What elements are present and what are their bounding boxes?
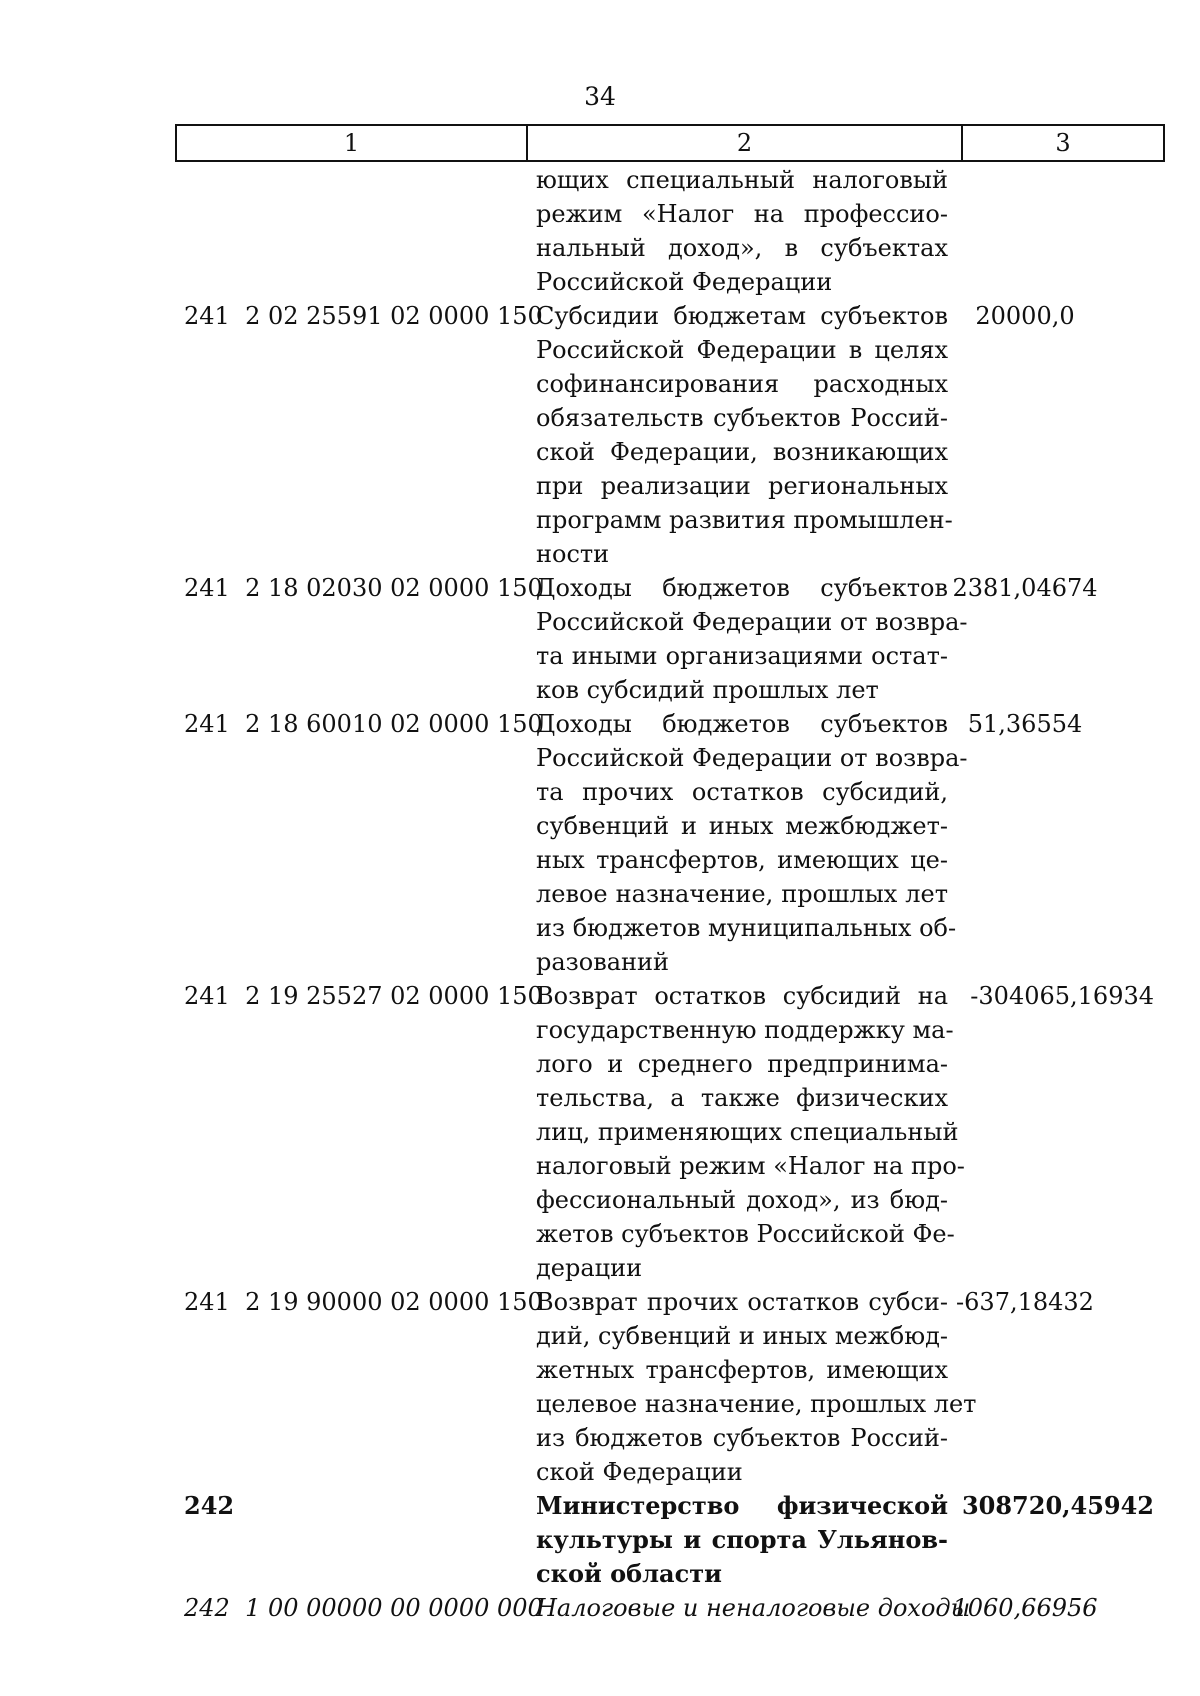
- description-line: дерации: [536, 1254, 643, 1282]
- description-line: налоговый режим «Налог на про-: [536, 1152, 965, 1180]
- description-line: из бюджетов муниципальных об-: [536, 914, 957, 942]
- description-line: Налоговые и неналоговые доходы: [536, 1594, 971, 1622]
- description-line: Доходы бюджетов субъектов: [536, 710, 948, 738]
- description-line: дий, субвенций и иных межбюд-: [536, 1322, 948, 1350]
- row-description: [536, 299, 953, 571]
- row-amount: 20000,0: [975, 302, 1075, 330]
- row-code: 242 1 00 00000 00 0000 000: [184, 1594, 543, 1622]
- table-header: [175, 124, 1165, 162]
- table-row: [0, 571, 1200, 707]
- description-line: жетных трансфертов, имеющих: [536, 1356, 948, 1384]
- page-number: 34: [584, 82, 616, 111]
- header-cell-code: 1: [177, 126, 528, 160]
- description-line: ных трансфертов, имеющих це-: [536, 846, 948, 874]
- row-description: [536, 163, 948, 299]
- description-line: Российской Федерации в целях: [536, 336, 948, 364]
- row-description: [536, 1285, 977, 1489]
- row-amount: -637,18432: [956, 1288, 1094, 1316]
- description-line: при реализации региональных: [536, 472, 948, 500]
- table-row-ministry: [0, 1489, 1200, 1591]
- header-cell-description: 2: [528, 126, 963, 160]
- description-line: жетов субъектов Российской Фе-: [536, 1220, 955, 1248]
- description-line: фессиональный доход», из бюд-: [536, 1186, 948, 1214]
- description-line: ской Федерации: [536, 1458, 743, 1486]
- description-line: программ развития промышлен-: [536, 506, 953, 534]
- description-line: государственную поддержку ма-: [536, 1016, 954, 1044]
- description-line: нальный доход», в субъектах: [536, 234, 948, 262]
- description-line: ков субсидий прошлых лет: [536, 676, 879, 704]
- description-line: из бюджетов субъектов Россий-: [536, 1424, 948, 1452]
- description-line: софинансирования расходных: [536, 370, 948, 398]
- description-line: ской Федерации, возникающих: [536, 438, 948, 466]
- table-body: [0, 163, 1200, 1625]
- row-description: [536, 1489, 948, 1591]
- table-row: [0, 707, 1200, 979]
- description-line: Возврат остатков субсидий на: [536, 982, 948, 1010]
- row-amount: 308720,45942: [961, 1491, 1154, 1520]
- description-line: Российской Федерации от возвра-: [536, 608, 968, 636]
- description-line: Доходы бюджетов субъектов: [536, 574, 948, 602]
- description-line: режим «Налог на профессио-: [536, 200, 948, 228]
- description-line: Министерство физической: [536, 1491, 948, 1520]
- table-row: [0, 163, 1200, 299]
- row-code: 241 2 18 02030 02 0000 150: [184, 574, 543, 602]
- header-cell-amount: 3: [1055, 129, 1071, 157]
- description-line: ющих специальный налоговый: [536, 166, 948, 194]
- row-description: [536, 571, 968, 707]
- description-line: Российской Федерации от возвра-: [536, 744, 968, 772]
- row-code: 241 2 02 25591 02 0000 150: [184, 302, 543, 330]
- description-line: разований: [536, 948, 670, 976]
- row-amount: 1060,66956: [952, 1594, 1098, 1622]
- row-amount: -304065,16934: [970, 982, 1154, 1010]
- table-row: [0, 1285, 1200, 1489]
- description-line: Субсидии бюджетам субъектов: [536, 302, 948, 330]
- row-amount: 51,36554: [967, 710, 1083, 738]
- description-line: та иными организациями остат-: [536, 642, 948, 670]
- description-line: ности: [536, 540, 610, 568]
- table-row-subtotal: [0, 1591, 1200, 1625]
- description-line: лиц, применяющих специальный: [536, 1118, 959, 1146]
- description-line: обязательств субъектов Россий-: [536, 404, 948, 432]
- description-line: культуры и спорта Ульянов-: [536, 1525, 948, 1554]
- row-description: [536, 979, 965, 1285]
- row-code: 241 2 19 25527 02 0000 150: [184, 982, 543, 1010]
- description-line: субвенций и иных межбюджет-: [536, 812, 948, 840]
- description-line: целевое назначение, прошлых лет: [536, 1390, 977, 1418]
- row-code: 241 2 18 60010 02 0000 150: [184, 710, 543, 738]
- row-code: 241 2 19 90000 02 0000 150: [184, 1288, 543, 1316]
- description-line: лого и среднего предпринима-: [536, 1050, 948, 1078]
- description-line: ской области: [536, 1559, 722, 1588]
- table-row: [0, 299, 1200, 571]
- description-line: левое назначение, прошлых лет: [536, 880, 948, 908]
- row-code: 242: [184, 1491, 235, 1520]
- row-description: [536, 1591, 971, 1625]
- row-amount: 2381,04674: [952, 574, 1098, 602]
- row-description: [536, 707, 968, 979]
- table-row: [0, 979, 1200, 1285]
- description-line: тельства, а также физических: [536, 1084, 948, 1112]
- description-line: Возврат прочих остатков субси-: [536, 1288, 948, 1316]
- description-line: Российской Федерации: [536, 268, 833, 296]
- description-line: та прочих остатков субсидий,: [536, 778, 948, 806]
